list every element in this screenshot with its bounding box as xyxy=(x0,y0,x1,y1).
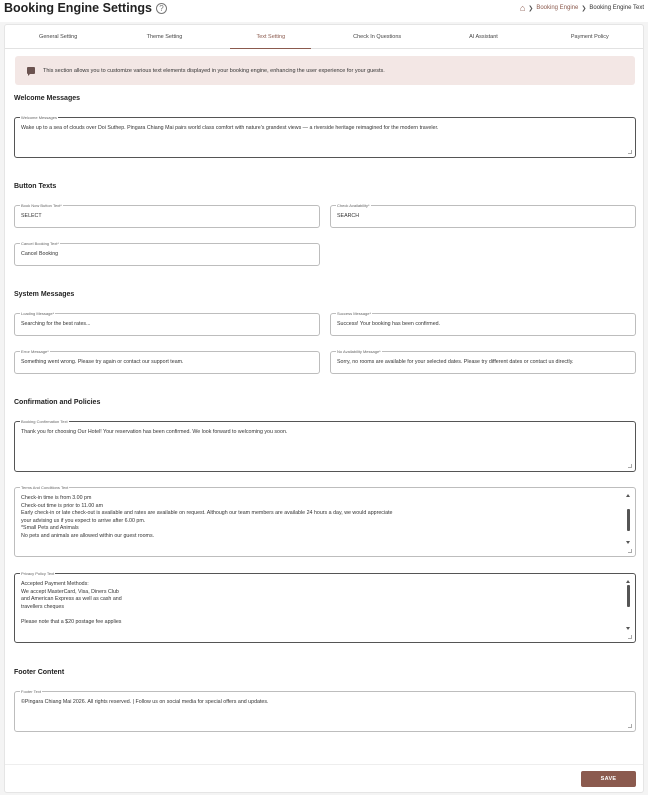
terms-line: your advising us if you expect to arrive after 6.00 pm. xyxy=(21,517,146,524)
section-title-confirmation: Confirmation and Policies xyxy=(14,399,101,406)
field-value: Thank you for choosing Our Hotel! Your reservation has been confirmed. We look forward to welcoming you soon. xyxy=(21,429,288,435)
terms-line: Check-out time is prior to 11.00 am xyxy=(21,502,104,509)
privacy-line: We accept MasterCard, Visa, Diners Club xyxy=(21,588,119,595)
tab-bar xyxy=(5,25,643,49)
scroll-down-icon[interactable] xyxy=(626,541,630,544)
field-label: Cancel Booking Text* xyxy=(21,241,59,246)
breadcrumb-booking-engine[interactable]: Booking Engine xyxy=(536,5,579,11)
resize-handle-icon[interactable] xyxy=(628,724,632,728)
page-title xyxy=(4,1,167,15)
field-value: Something went wrong. Please try again or contact our support team. xyxy=(21,358,184,365)
help-icon[interactable]: ? xyxy=(156,3,167,14)
field-value xyxy=(21,581,621,627)
field-label: Footer Text xyxy=(21,689,41,694)
terms-and-conditions-textarea[interactable] xyxy=(14,487,636,557)
privacy-line xyxy=(21,611,621,619)
chat-icon xyxy=(27,67,35,74)
field-value: Searching for the best rates... xyxy=(21,320,91,327)
chevron-right-icon: ❯ xyxy=(528,5,534,12)
privacy-line: travellers cheques xyxy=(21,603,64,610)
breadcrumb-current: Booking Engine Text xyxy=(589,5,644,11)
scroll-thumb[interactable] xyxy=(627,509,630,531)
field-label: Error Message* xyxy=(21,349,49,354)
privacy-line: Please note that a $20 postage fee applies xyxy=(21,618,122,625)
field-label: Booking Confirmation Text xyxy=(21,419,68,424)
privacy-line: and American Express as well as cash and xyxy=(21,596,122,603)
book-now-button-text-input[interactable] xyxy=(14,205,320,228)
divider xyxy=(5,764,643,765)
field-label: Welcome Messages xyxy=(21,115,57,120)
tab-text-setting[interactable]: Text Setting xyxy=(218,25,324,48)
no-availability-message-input[interactable] xyxy=(330,351,636,374)
terms-line: Check-in time is from 3.00 pm xyxy=(21,495,92,501)
field-label: Loading Message* xyxy=(21,311,55,316)
home-icon[interactable]: ⌂ xyxy=(519,3,526,13)
tab-payment-policy[interactable]: Payment Policy xyxy=(570,34,609,40)
privacy-line: Accepted Payment Methods: xyxy=(21,581,89,587)
field-label: Success Message* xyxy=(337,311,372,316)
breadcrumb xyxy=(520,4,644,12)
field-label: Book Now Button Text* xyxy=(21,203,62,208)
footer-text-textarea[interactable] xyxy=(14,691,636,732)
section-title-footer: Footer Content xyxy=(14,669,65,676)
field-value: Success! Your booking has been confirmed. xyxy=(337,320,441,327)
field-value: SELECT xyxy=(21,212,42,219)
field-label: Terms And Conditions Text xyxy=(21,485,69,490)
field-label: Privacy Policy Text xyxy=(21,571,55,576)
tab-general-setting[interactable]: General Setting xyxy=(39,34,78,40)
privacy-policy-textarea[interactable] xyxy=(14,573,636,643)
info-banner-text: This section allows you to customize various text elements displayed in your booking engine, enhancing the user experience for your guests. xyxy=(43,67,385,74)
resize-handle-icon[interactable] xyxy=(628,635,632,639)
page-title-text: Booking Engine Settings xyxy=(4,1,152,15)
field-label: No Availability Message* xyxy=(337,349,381,354)
top-bar xyxy=(0,0,648,22)
tab-theme-setting[interactable]: Theme Setting xyxy=(146,34,183,40)
chevron-right-icon: ❯ xyxy=(581,5,587,12)
save-button[interactable]: SAVE xyxy=(581,771,636,787)
check-availability-input[interactable] xyxy=(330,205,636,228)
field-label: Check Availability* xyxy=(337,203,370,208)
scroll-down-icon[interactable] xyxy=(626,627,630,630)
info-banner xyxy=(15,56,635,85)
field-value: Sorry, no rooms are available for your selected dates. Please try different dates or contact us directly. xyxy=(337,358,574,365)
terms-line: Early check-in or late check-out is available and rates are available on request. Although our team members are available 24 hours a day, we would appreciate xyxy=(21,510,393,517)
booking-confirmation-textarea[interactable] xyxy=(14,421,636,472)
section-title-system: System Messages xyxy=(14,291,75,298)
error-message-input[interactable] xyxy=(14,351,320,374)
scrollbar[interactable] xyxy=(626,580,631,630)
cancel-booking-text-input[interactable] xyxy=(14,243,320,266)
tab-check-in-questions[interactable]: Check In Questions xyxy=(353,34,402,40)
field-value xyxy=(21,495,621,541)
resize-handle-icon[interactable] xyxy=(628,549,632,553)
scroll-up-icon[interactable] xyxy=(626,494,630,497)
field-value: Wake up to a sea of clouds over Doi Suthep. Pingara Chiang Mai pairs world class comfort with nature's grandest views — a riverside heritage reimagined for the modern traveler. xyxy=(21,125,439,131)
field-value: ©Pingara Chiang Mai 2026. All rights reserved. | Follow us on social media for special offers and updates. xyxy=(21,699,269,705)
scroll-up-icon[interactable] xyxy=(626,580,630,583)
terms-line: No pets and animals are allowed within our guest rooms. xyxy=(21,532,155,539)
success-message-input[interactable] xyxy=(330,313,636,336)
section-title-buttons: Button Texts xyxy=(14,183,57,190)
field-value: Cancel Booking xyxy=(21,250,59,257)
terms-line: *Small Pets and Animals xyxy=(21,525,79,532)
section-title-welcome: Welcome Messages xyxy=(14,95,81,102)
scroll-thumb[interactable] xyxy=(627,585,630,607)
tab-ai-assistant[interactable]: AI Assistant xyxy=(469,34,498,40)
field-value: SEARCH xyxy=(337,212,360,219)
scrollbar[interactable] xyxy=(626,494,631,544)
settings-card xyxy=(4,24,644,793)
resize-handle-icon[interactable] xyxy=(628,464,632,468)
loading-message-input[interactable] xyxy=(14,313,320,336)
welcome-message-textarea[interactable] xyxy=(14,117,636,158)
resize-handle-icon[interactable] xyxy=(628,150,632,154)
